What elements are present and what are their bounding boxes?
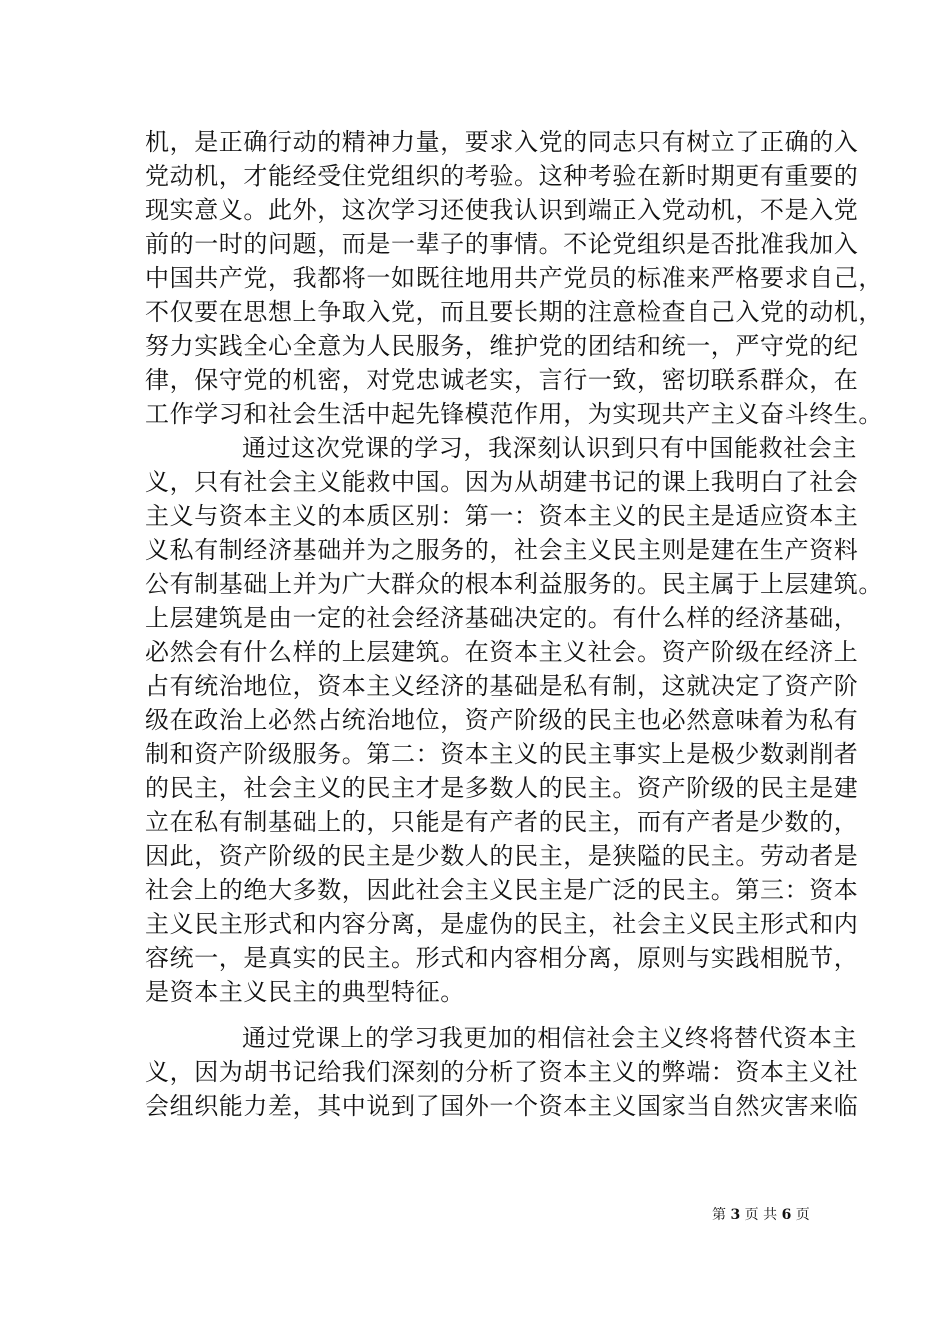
text-line: 制和资产阶级服务。第二：资本主义的民主事实上是极少数剥削者 [145,740,859,768]
text-line: 公有制基础上并为广大群众的根本利益服务的。民主属于上层建筑。 [145,570,883,598]
text-line: 机，是正确行动的精神力量，要求入党的同志只有树立了正确的入 [145,128,859,156]
page-footer [712,1206,810,1224]
footer-middle: 页 共 [744,1207,778,1223]
text-line: 义，只有社会主义能救中国。因为从胡建书记的课上我明白了社会 [145,468,859,496]
text-line: 现实意义。此外，这次学习还使我认识到端正入党动机，不是入党 [145,196,859,224]
text-line: 占有统治地位，资本主义经济的基础是私有制，这就决定了资产阶 [145,672,859,700]
text-line: 不仅要在思想上争取入党，而且要长期的注意检查自己入党的动机， [145,298,883,326]
text-line: 前的一时的问题，而是一辈子的事情。不论党组织是否批准我加入 [145,230,859,258]
paragraph-start-line: 通过党课上的学习我更加的相信社会主义终将替代资本主 [242,1024,857,1052]
text-line: 义，因为胡书记给我们深刻的分析了资本主义的弊端：资本主义社 [145,1058,859,1086]
paragraph-start-line: 通过这次党课的学习，我深刻认识到只有中国能救社会主 [242,434,857,462]
text-line: 必然会有什么样的上层建筑。在资本主义社会。资产阶级在经济上 [145,638,859,666]
text-line: 上层建筑是由一定的社会经济基础决定的。有什么样的经济基础， [145,604,859,632]
footer-prefix: 第 [712,1207,726,1223]
text-line: 义私有制经济基础并为之服务的，社会主义民主则是建在生产资料 [145,536,859,564]
text-line: 的民主，社会主义的民主才是多数人的民主。资产阶级的民主是建 [145,774,859,802]
text-line: 主义民主形式和内容分离，是虚伪的民主，社会主义民主形式和内 [145,910,859,938]
text-line: 努力实践全心全意为人民服务，维护党的团结和统一，严守党的纪 [145,332,859,360]
text-line: 党动机，才能经受住党组织的考验。这种考验在新时期更有重要的 [145,162,859,190]
text-line: 容统一，是真实的民主。形式和内容相分离，原则与实践相脱节， [145,944,859,972]
footer-suffix: 页 [795,1207,810,1223]
text-line: 会组织能力差，其中说到了国外一个资本主义国家当自然灾害来临 [145,1092,859,1120]
text-line: 中国共产党，我都将一如既往地用共产党员的标准来严格要求自己， [145,264,883,292]
current-page-number: 3 [730,1207,741,1223]
text-line: 是资本主义民主的典型特征。 [145,978,465,1006]
text-line: 律，保守党的机密，对党忠诚老实，言行一致，密切联系群众，在 [145,366,859,394]
text-line: 主义与资本主义的本质区别：第一：资本主义的民主是适应资本主 [145,502,859,530]
text-line: 社会上的绝大多数，因此社会主义民主是广泛的民主。第三：资本 [145,876,859,904]
text-line: 工作学习和社会生活中起先锋模范作用，为实现共产主义奋斗终生。 [145,400,883,428]
text-line: 立在私有制基础上的，只能是有产者的民主，而有产者是少数的， [145,808,859,836]
text-line: 级在政治上必然占统治地位，资产阶级的民主也必然意味着为私有 [145,706,859,734]
text-line: 因此，资产阶级的民主是少数人的民主，是狭隘的民主。劳动者是 [145,842,859,870]
total-page-count: 6 [781,1207,792,1223]
